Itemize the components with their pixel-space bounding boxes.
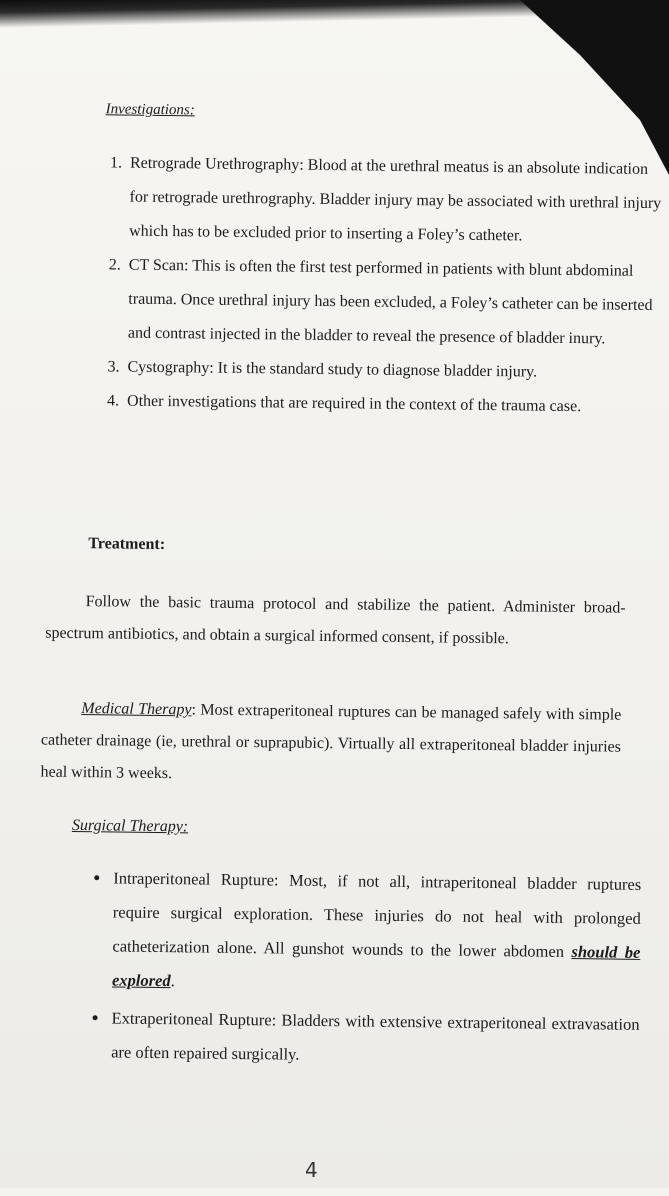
medical-therapy-label: Medical Therapy [81,700,192,719]
medical-therapy-paragraph [40,693,621,796]
list-item: 1. Retrograde Urethrography: Blood at the urethral meatus is an absolute indication for retrograde urethrography. Bladder injury may be associated with urethral injury which has to be excluded prior to inserting a Foley’s catheter. [125,147,666,256]
emphasis-text: should be explored [111,942,641,991]
treatment-paragraph: Follow the basic trauma protocol and stabilize the patient. Administer broad-spectrum antibiotics, and obtain a surgical informed consent, if possible. [45,593,626,648]
treatment-heading: Treatment: [88,535,166,554]
page-number: 4 [305,1158,318,1182]
investigations-list [87,146,666,425]
list-item: • Extraperitoneal Rupture: Bladders with extensive extraperitoneal extravasation are often repaired surgically. [109,1001,640,1075]
surgical-therapy-heading: Surgical Therapy: [71,816,189,836]
list-item [110,861,642,1003]
surgical-therapy-list [87,861,642,1080]
list-item: 2. CT Scan: This is often the first test performed in patients with blunt abdominal trauma. Once urethral injury has been excluded, a Foley’s catheter can be inserted and contrast injected in the bladder to reveal the presence of bladder inury. [124,249,665,358]
intraperitoneal-text: Intraperitoneal Rupture: Most, if not all, intraperitoneal bladder ruptures require surgical exploration. These injuries do not heal with prolonged catheterization alone. All gunshot wounds to the lower abdomen [112,868,642,962]
list-item: 4. Other investigations that are required in the context of the trauma case. [123,385,663,426]
list-item: 3. Cystography: It is the standard study to diagnose bladder injury. [123,351,663,392]
investigations-heading: Investigations: [105,101,195,119]
sentence-end: . [170,971,175,991]
medical-therapy-text: : Most extraperitoneal ruptures can be managed safely with simple catheter drainage (ie, urethral or suprapubic). Virtually all extraperitoneal bladder injuries heal within 3 weeks. [40,701,622,783]
